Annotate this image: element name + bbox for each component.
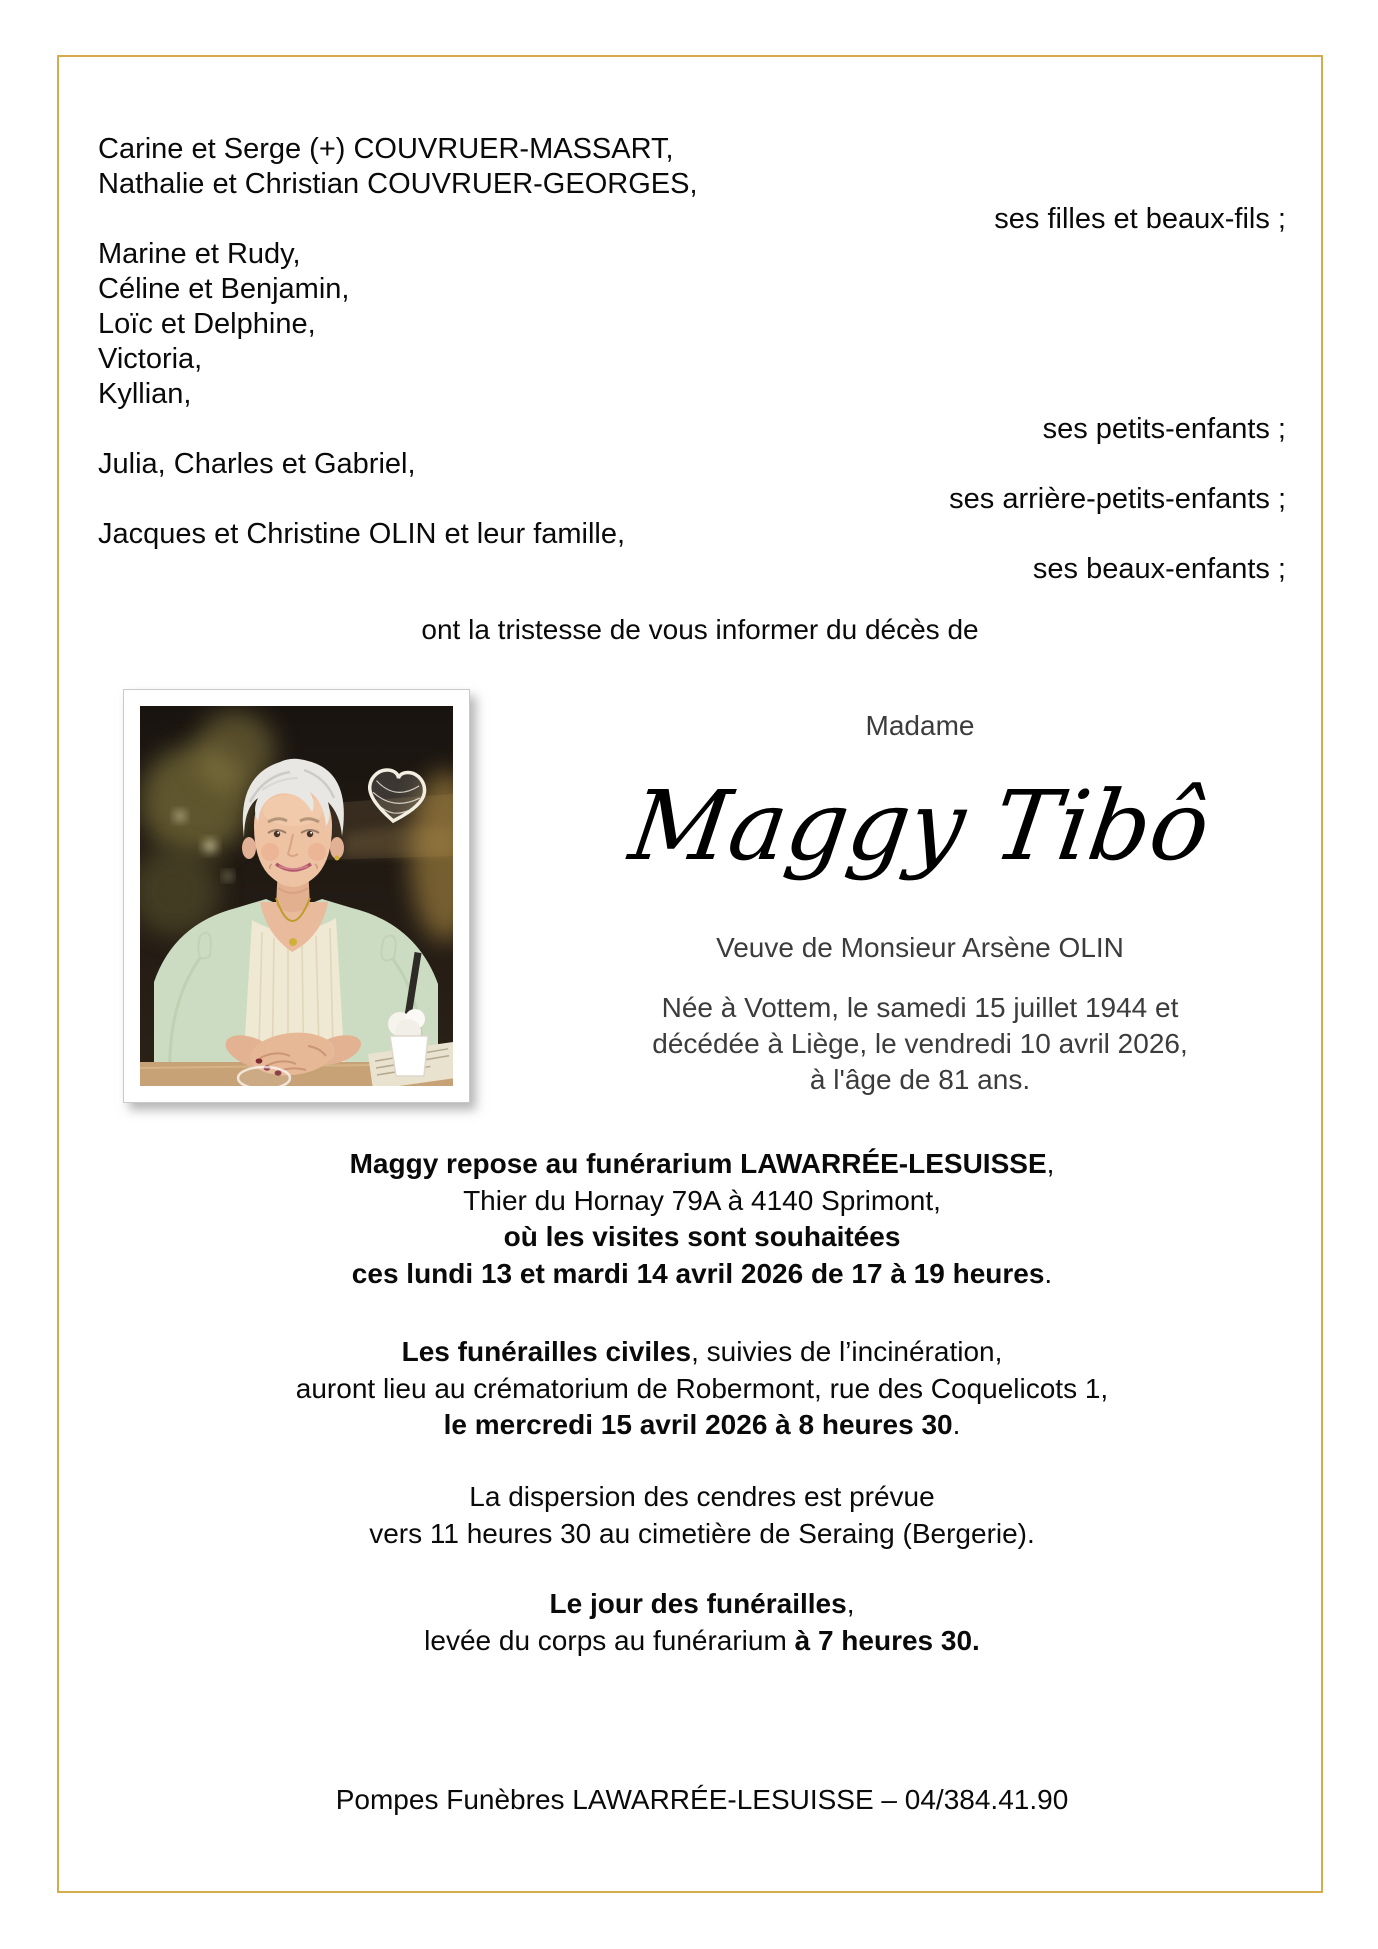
family-relation-line: ses beaux-enfants ; <box>1032 553 1286 585</box>
visitation-line-4: ces lundi 13 et mardi 14 avril 2026 de 17 à 19 heures. <box>351 1257 1053 1289</box>
family-name-line: Marine et Rudy, <box>98 238 301 270</box>
funeral-day-line-1: Le jour des funérailles, <box>549 1588 855 1619</box>
visitation-line-3: où les visites sont souhaitées <box>503 1221 901 1252</box>
funeral-line-3: le mercredi 15 avril 2026 à 8 heures 30. <box>443 1409 961 1440</box>
ashes-line-2: vers 11 heures 30 au cimetière de Seraing (Bergerie). <box>369 1517 1035 1549</box>
visitation-line-2: Thier du Hornay 79A à 4140 Sprimont, <box>463 1184 941 1216</box>
deceased-name: Maggy Tibô <box>623 770 1217 882</box>
funeral-line-2: auront lieu au crématorium de Robermont, rue des Coquelicots 1, <box>295 1372 1109 1404</box>
ashes-line-1: La dispersion des cendres est prévue <box>469 1481 935 1512</box>
funeral-paragraph <box>64 1334 1340 1444</box>
family-name-line: Kyllian, <box>98 378 192 410</box>
visitation-line-1: Maggy repose au funérarium LAWARRÉE-LESUISSE, <box>349 1148 1055 1179</box>
birth-line: Née à Vottem, le samedi 15 juillet 1944 et <box>661 992 1179 1023</box>
family-relation-line: ses filles et beaux-fils ; <box>994 203 1286 235</box>
family-name-line: Victoria, <box>98 343 203 375</box>
funeral-line-1: Les funérailles civiles, suivies de l’incinération, <box>401 1336 1003 1367</box>
announcement-line: ont la tristesse de vous informer du décès de <box>421 614 979 645</box>
family-name-line: Loïc et Delphine, <box>98 308 316 340</box>
portrait-illustration <box>140 706 453 1086</box>
deceased-title: Madame <box>865 710 975 741</box>
family-relation-line: ses arrière-petits-enfants ; <box>949 483 1286 515</box>
visitation-paragraph <box>64 1146 1340 1292</box>
deceased-column <box>520 700 1320 1098</box>
death-line: décédée à Liège, le vendredi 10 avril 2026, <box>652 1028 1188 1059</box>
funeral-day-line-2: levée du corps au funérarium à 7 heures 30. <box>424 1624 980 1656</box>
funeral-home-footer <box>64 1782 1340 1819</box>
family-block <box>98 132 1286 587</box>
family-name-line: Céline et Benjamin, <box>98 273 350 305</box>
funeral-home-contact: Pompes Funèbres LAWARRÉE-LESUISSE – 04/384.41.90 <box>335 1784 1069 1815</box>
ashes-paragraph <box>64 1479 1340 1552</box>
age-line: à l'âge de 81 ans. <box>809 1064 1031 1095</box>
family-name-line: Jacques et Christine OLIN et leur famille, <box>98 518 626 550</box>
funeral-day-paragraph <box>64 1586 1340 1659</box>
family-name-line: Nathalie et Christian COUVRUER-GEORGES, <box>98 168 698 200</box>
family-name-line: Julia, Charles et Gabriel, <box>98 448 416 480</box>
family-relation-line: ses petits-enfants ; <box>1042 413 1286 445</box>
family-name-line: Carine et Serge (+) COUVRUER-MASSART, <box>98 133 674 165</box>
deceased-widow-line: Veuve de Monsieur Arsène OLIN <box>716 932 1124 963</box>
deceased-life-lines <box>520 990 1320 1098</box>
deceased-portrait-photo <box>123 689 470 1103</box>
